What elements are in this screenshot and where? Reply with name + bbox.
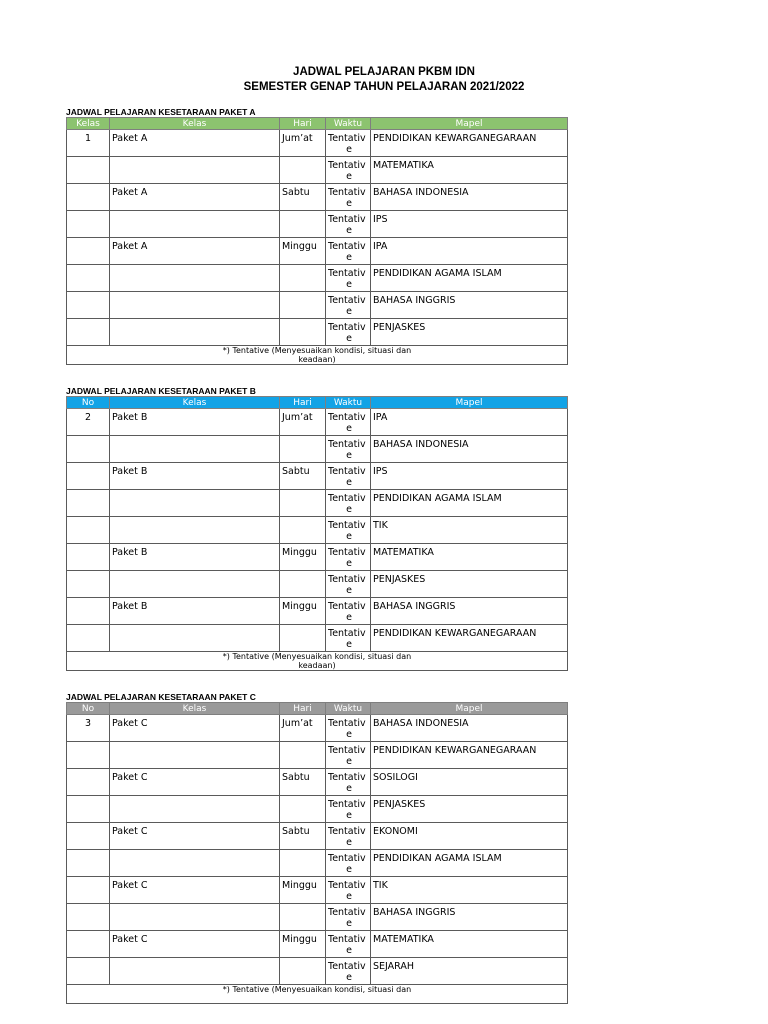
- cell-kelas: [110, 796, 280, 823]
- cell-kelas: [110, 850, 280, 877]
- waktu-text: Tentativ: [328, 718, 366, 729]
- cell-no: [67, 319, 110, 346]
- cell-hari: Sabtu: [280, 823, 326, 850]
- column-header: Hari: [280, 703, 326, 715]
- cell-waktu: [326, 823, 371, 850]
- waktu-text: Tentativ: [328, 601, 366, 612]
- cell-kelas: Paket B: [110, 544, 280, 571]
- table-row: [67, 517, 568, 544]
- cell-mapel: PENDIDIKAN AGAMA ISLAM: [371, 490, 568, 517]
- column-header: Hari: [280, 397, 326, 409]
- cell-kelas: Paket B: [110, 409, 280, 436]
- cell-waktu: [326, 742, 371, 769]
- schedule-table: [66, 702, 568, 1004]
- cell-hari: [280, 211, 326, 238]
- cell-mapel: TIK: [371, 517, 568, 544]
- cell-kelas: Paket A: [110, 184, 280, 211]
- waktu-text: Tentativ: [328, 772, 366, 783]
- cell-mapel: TIK: [371, 877, 568, 904]
- cell-kelas: [110, 157, 280, 184]
- title-line-1: JADWAL PELAJARAN PKBM IDN: [293, 66, 475, 78]
- waktu-text-wrap: e: [346, 503, 352, 515]
- note-cell: [67, 346, 568, 365]
- column-header: Mapel: [371, 118, 568, 130]
- column-header: No: [67, 703, 110, 715]
- waktu-text-wrap: e: [346, 449, 352, 461]
- table-row: [67, 598, 568, 625]
- cell-kelas: [110, 958, 280, 985]
- waktu-text-wrap: e: [346, 278, 352, 290]
- cell-hari: [280, 265, 326, 292]
- cell-no: [67, 769, 110, 796]
- section-paket-c: [66, 692, 567, 1004]
- section-paket-b: [66, 386, 567, 671]
- tentative-note: *) Tentative (Menyesuaikan kondisi, situasi dan: [222, 985, 412, 994]
- waktu-text-wrap: e: [346, 422, 352, 434]
- waktu-text: Tentativ: [328, 466, 366, 477]
- cell-waktu: [326, 715, 371, 742]
- cell-waktu: [326, 877, 371, 904]
- cell-hari: [280, 958, 326, 985]
- column-header: Waktu: [326, 118, 371, 130]
- cell-hari: [280, 904, 326, 931]
- cell-kelas: Paket B: [110, 463, 280, 490]
- waktu-text-wrap: e: [346, 917, 352, 929]
- cell-no: [67, 625, 110, 652]
- cell-waktu: [326, 490, 371, 517]
- cell-waktu: [326, 463, 371, 490]
- column-header: Kelas: [110, 397, 280, 409]
- cell-hari: Sabtu: [280, 184, 326, 211]
- note-row: [67, 346, 568, 365]
- cell-kelas: Paket C: [110, 715, 280, 742]
- table-row: [67, 877, 568, 904]
- cell-no: 2: [67, 409, 110, 436]
- waktu-text: Tentativ: [328, 322, 366, 333]
- column-header: Kelas: [110, 118, 280, 130]
- waktu-text: Tentativ: [328, 493, 366, 504]
- waktu-text: Tentativ: [328, 907, 366, 918]
- column-header: No: [67, 397, 110, 409]
- cell-mapel: PENDIDIKAN AGAMA ISLAM: [371, 265, 568, 292]
- cell-no: [67, 265, 110, 292]
- column-header: Hari: [280, 118, 326, 130]
- cell-hari: Jum’at: [280, 409, 326, 436]
- cell-waktu: [326, 130, 371, 157]
- table-row: [67, 436, 568, 463]
- table-row: [67, 958, 568, 985]
- table-row: [67, 265, 568, 292]
- cell-hari: Minggu: [280, 931, 326, 958]
- cell-waktu: [326, 571, 371, 598]
- waktu-text-wrap: e: [346, 638, 352, 650]
- cell-hari: Sabtu: [280, 769, 326, 796]
- section-title: JADWAL PELAJARAN KESETARAAN PAKET A: [66, 107, 256, 117]
- waktu-text-wrap: e: [346, 224, 352, 236]
- cell-waktu: [326, 319, 371, 346]
- cell-mapel: PENDIDIKAN AGAMA ISLAM: [371, 850, 568, 877]
- table-row: [67, 796, 568, 823]
- cell-waktu: [326, 265, 371, 292]
- tentative-note: *) Tentative (Menyesuaikan kondisi, situasi dan keadaan): [222, 346, 412, 364]
- waktu-text: Tentativ: [328, 133, 366, 144]
- cell-mapel: MATEMATIKA: [371, 931, 568, 958]
- cell-kelas: [110, 742, 280, 769]
- table-row: [67, 823, 568, 850]
- schedule-table: [66, 396, 568, 671]
- cell-waktu: [326, 931, 371, 958]
- waktu-text-wrap: e: [346, 890, 352, 902]
- table-row: [67, 742, 568, 769]
- column-header: Kelas: [110, 703, 280, 715]
- waktu-text: Tentativ: [328, 187, 366, 198]
- cell-waktu: [326, 769, 371, 796]
- schedule-table: [66, 117, 568, 365]
- cell-kelas: [110, 625, 280, 652]
- table-row: [67, 571, 568, 598]
- cell-mapel: EKONOMI: [371, 823, 568, 850]
- cell-no: [67, 877, 110, 904]
- cell-no: [67, 850, 110, 877]
- cell-no: [67, 571, 110, 598]
- cell-waktu: [326, 850, 371, 877]
- waktu-text: Tentativ: [328, 520, 366, 531]
- table-row: [67, 463, 568, 490]
- cell-hari: [280, 571, 326, 598]
- table-row: [67, 184, 568, 211]
- table-row: [67, 319, 568, 346]
- note-cell: [67, 652, 568, 671]
- cell-waktu: [326, 796, 371, 823]
- waktu-text-wrap: e: [346, 809, 352, 821]
- cell-no: [67, 463, 110, 490]
- cell-kelas: [110, 571, 280, 598]
- waktu-text-wrap: e: [346, 836, 352, 848]
- section-paket-a: [66, 107, 567, 365]
- note-row: [67, 985, 568, 1004]
- cell-no: [67, 931, 110, 958]
- cell-mapel: SEJARAH: [371, 958, 568, 985]
- header-row: [67, 397, 568, 409]
- waktu-text-wrap: e: [346, 755, 352, 767]
- table-row: [67, 769, 568, 796]
- table-row: [67, 292, 568, 319]
- cell-mapel: BAHASA INGGRIS: [371, 292, 568, 319]
- table-row: [67, 238, 568, 265]
- header-row: [67, 118, 568, 130]
- cell-waktu: [326, 904, 371, 931]
- cell-hari: Jum’at: [280, 715, 326, 742]
- waktu-text: Tentativ: [328, 241, 366, 252]
- cell-hari: [280, 625, 326, 652]
- cell-mapel: BAHASA INDONESIA: [371, 715, 568, 742]
- column-header: Mapel: [371, 703, 568, 715]
- cell-mapel: PENJASKES: [371, 796, 568, 823]
- cell-mapel: PENDIDIKAN KEWARGANEGARAAN: [371, 625, 568, 652]
- table-row: [67, 544, 568, 571]
- table-row: [67, 904, 568, 931]
- cell-no: [67, 823, 110, 850]
- cell-waktu: [326, 292, 371, 319]
- table-row: [67, 850, 568, 877]
- cell-hari: Jum’at: [280, 130, 326, 157]
- cell-waktu: [326, 184, 371, 211]
- cell-no: [67, 544, 110, 571]
- cell-hari: [280, 742, 326, 769]
- cell-mapel: PENJASKES: [371, 571, 568, 598]
- cell-hari: [280, 517, 326, 544]
- waktu-text: Tentativ: [328, 934, 366, 945]
- cell-hari: [280, 157, 326, 184]
- cell-no: [67, 238, 110, 265]
- cell-no: [67, 157, 110, 184]
- header-row: [67, 703, 568, 715]
- waktu-text-wrap: e: [346, 728, 352, 740]
- cell-waktu: [326, 958, 371, 985]
- cell-no: [67, 211, 110, 238]
- waktu-text-wrap: e: [346, 611, 352, 623]
- cell-hari: [280, 796, 326, 823]
- waktu-text: Tentativ: [328, 160, 366, 171]
- cell-mapel: IPA: [371, 409, 568, 436]
- cell-hari: Minggu: [280, 598, 326, 625]
- table-row: [67, 157, 568, 184]
- cell-no: [67, 292, 110, 319]
- table-row: [67, 130, 568, 157]
- cell-no: [67, 904, 110, 931]
- cell-kelas: Paket B: [110, 598, 280, 625]
- cell-kelas: [110, 265, 280, 292]
- waktu-text: Tentativ: [328, 439, 366, 450]
- waktu-text: Tentativ: [328, 547, 366, 558]
- cell-kelas: [110, 490, 280, 517]
- cell-kelas: Paket C: [110, 823, 280, 850]
- waktu-text: Tentativ: [328, 295, 366, 306]
- title-line-2: SEMESTER GENAP TAHUN PELAJARAN 2021/2022: [243, 81, 525, 93]
- table-row: [67, 931, 568, 958]
- waktu-text-wrap: e: [346, 305, 352, 317]
- waktu-text: Tentativ: [328, 268, 366, 279]
- waktu-text: Tentativ: [328, 574, 366, 585]
- cell-hari: Minggu: [280, 238, 326, 265]
- cell-kelas: [110, 319, 280, 346]
- cell-waktu: [326, 598, 371, 625]
- cell-hari: [280, 292, 326, 319]
- cell-no: 1: [67, 130, 110, 157]
- cell-kelas: Paket A: [110, 130, 280, 157]
- cell-mapel: IPA: [371, 238, 568, 265]
- cell-mapel: BAHASA INGGRIS: [371, 598, 568, 625]
- waktu-text: Tentativ: [328, 880, 366, 891]
- cell-mapel: MATEMATIKA: [371, 157, 568, 184]
- cell-kelas: Paket A: [110, 238, 280, 265]
- waktu-text-wrap: e: [346, 170, 352, 182]
- waktu-text: Tentativ: [328, 412, 366, 423]
- table-row: [67, 409, 568, 436]
- waktu-text: Tentativ: [328, 628, 366, 639]
- cell-mapel: PENDIDIKAN KEWARGANEGARAAN: [371, 742, 568, 769]
- section-title: JADWAL PELAJARAN KESETARAAN PAKET C: [66, 692, 256, 702]
- cell-hari: [280, 490, 326, 517]
- waktu-text-wrap: e: [346, 251, 352, 263]
- cell-mapel: BAHASA INDONESIA: [371, 436, 568, 463]
- note-row: [67, 652, 568, 671]
- waktu-text-wrap: e: [346, 863, 352, 875]
- waktu-text: Tentativ: [328, 826, 366, 837]
- cell-kelas: [110, 211, 280, 238]
- cell-mapel: BAHASA INGGRIS: [371, 904, 568, 931]
- cell-hari: [280, 850, 326, 877]
- column-header: Kelas: [67, 118, 110, 130]
- document-title: [0, 65, 768, 95]
- waktu-text-wrap: e: [346, 944, 352, 956]
- section-title: JADWAL PELAJARAN KESETARAAN PAKET B: [66, 386, 256, 396]
- cell-no: [67, 796, 110, 823]
- cell-kelas: [110, 517, 280, 544]
- cell-no: [67, 598, 110, 625]
- waktu-text-wrap: e: [346, 476, 352, 488]
- column-header: Waktu: [326, 397, 371, 409]
- column-header: Mapel: [371, 397, 568, 409]
- waktu-text-wrap: e: [346, 557, 352, 569]
- cell-mapel: PENDIDIKAN KEWARGANEGARAAN: [371, 130, 568, 157]
- cell-kelas: Paket C: [110, 877, 280, 904]
- cell-no: [67, 490, 110, 517]
- cell-kelas: [110, 292, 280, 319]
- waktu-text: Tentativ: [328, 961, 366, 972]
- cell-hari: [280, 436, 326, 463]
- table-row: [67, 211, 568, 238]
- cell-mapel: IPS: [371, 463, 568, 490]
- waktu-text-wrap: e: [346, 971, 352, 983]
- cell-hari: [280, 319, 326, 346]
- cell-mapel: MATEMATIKA: [371, 544, 568, 571]
- note-cell: [67, 985, 568, 1004]
- cell-waktu: [326, 544, 371, 571]
- waktu-text: Tentativ: [328, 745, 366, 756]
- cell-waktu: [326, 409, 371, 436]
- cell-hari: Sabtu: [280, 463, 326, 490]
- cell-no: [67, 742, 110, 769]
- table-row: [67, 490, 568, 517]
- cell-no: 3: [67, 715, 110, 742]
- cell-hari: Minggu: [280, 544, 326, 571]
- cell-waktu: [326, 238, 371, 265]
- cell-waktu: [326, 517, 371, 544]
- cell-mapel: SOSILOGI: [371, 769, 568, 796]
- waktu-text-wrap: e: [346, 332, 352, 344]
- cell-mapel: BAHASA INDONESIA: [371, 184, 568, 211]
- cell-kelas: [110, 904, 280, 931]
- cell-kelas: [110, 436, 280, 463]
- table-row: [67, 715, 568, 742]
- tentative-note: *) Tentative (Menyesuaikan kondisi, situasi dan keadaan): [222, 652, 412, 670]
- cell-no: [67, 184, 110, 211]
- cell-waktu: [326, 157, 371, 184]
- column-header: Waktu: [326, 703, 371, 715]
- waktu-text-wrap: e: [346, 584, 352, 596]
- cell-kelas: Paket C: [110, 931, 280, 958]
- cell-mapel: PENJASKES: [371, 319, 568, 346]
- waktu-text: Tentativ: [328, 853, 366, 864]
- waktu-text-wrap: e: [346, 143, 352, 155]
- cell-waktu: [326, 625, 371, 652]
- waktu-text-wrap: e: [346, 782, 352, 794]
- cell-mapel: IPS: [371, 211, 568, 238]
- cell-no: [67, 436, 110, 463]
- table-row: [67, 625, 568, 652]
- cell-no: [67, 958, 110, 985]
- cell-no: [67, 517, 110, 544]
- waktu-text-wrap: e: [346, 197, 352, 209]
- waktu-text-wrap: e: [346, 530, 352, 542]
- cell-waktu: [326, 211, 371, 238]
- cell-waktu: [326, 436, 371, 463]
- waktu-text: Tentativ: [328, 214, 366, 225]
- cell-hari: Minggu: [280, 877, 326, 904]
- waktu-text: Tentativ: [328, 799, 366, 810]
- cell-kelas: Paket C: [110, 769, 280, 796]
